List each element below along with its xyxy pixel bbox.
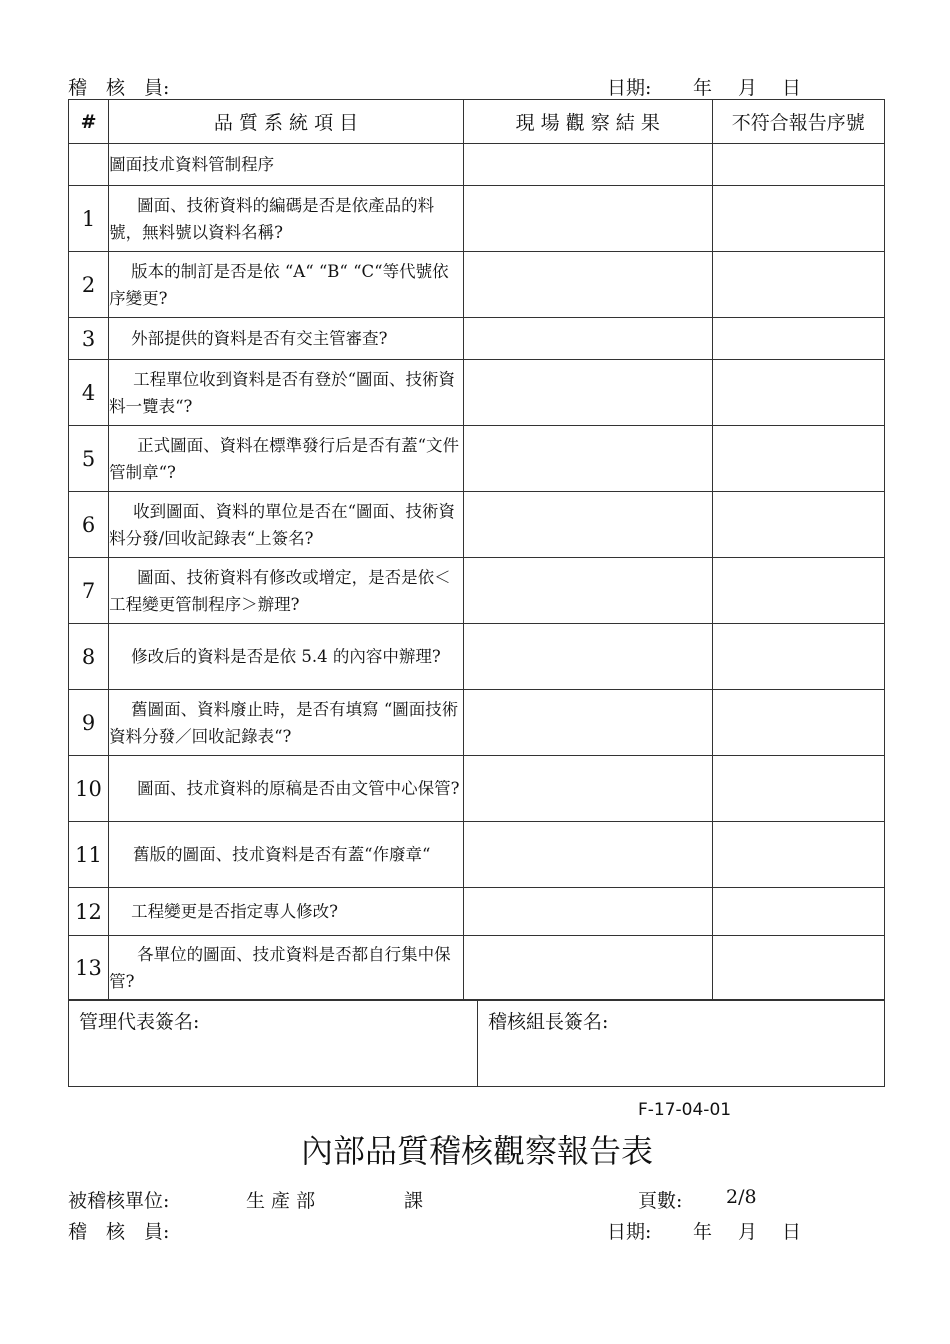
table-row bbox=[69, 756, 885, 822]
footer-auditor-label: 稽 核 員: bbox=[68, 1221, 170, 1243]
footer-date-day: 日 bbox=[782, 1221, 802, 1243]
management-rep-signature-label: 管理代表簽名: bbox=[79, 1011, 200, 1033]
form-title: 內部品質稽核觀察報告表 bbox=[300, 1132, 653, 1170]
row-number: 12 bbox=[69, 888, 109, 936]
form-code: F-17-04-01 bbox=[638, 1100, 732, 1120]
ncr-cell[interactable] bbox=[712, 822, 884, 888]
audited-unit-value: 生 產 部 bbox=[246, 1190, 316, 1212]
row-number: 2 bbox=[69, 252, 109, 318]
table-row bbox=[69, 186, 885, 252]
table-row bbox=[69, 888, 885, 936]
audit-leader-signature-box[interactable] bbox=[477, 999, 885, 1087]
table-row bbox=[69, 360, 885, 426]
observation-cell[interactable] bbox=[463, 888, 712, 936]
audit-table bbox=[68, 99, 885, 1001]
page-label: 頁數: bbox=[638, 1190, 683, 1212]
row-number: 5 bbox=[69, 426, 109, 492]
row-number: 10 bbox=[69, 756, 109, 822]
row-number: 4 bbox=[69, 360, 109, 426]
observation-cell[interactable] bbox=[463, 624, 712, 690]
footer-date-year: 年 bbox=[693, 1221, 713, 1243]
table-row bbox=[69, 492, 885, 558]
ncr-cell[interactable] bbox=[712, 690, 884, 756]
observation-cell[interactable] bbox=[463, 144, 712, 186]
section-title: 圖面技朮資料管制程序 bbox=[109, 144, 464, 186]
ncr-cell[interactable] bbox=[712, 360, 884, 426]
ncr-cell[interactable] bbox=[712, 756, 884, 822]
observation-cell[interactable] bbox=[463, 492, 712, 558]
ncr-cell[interactable] bbox=[712, 936, 884, 1001]
table-row bbox=[69, 558, 885, 624]
observation-cell[interactable] bbox=[463, 936, 712, 1001]
table-header-row bbox=[69, 100, 885, 144]
management-rep-signature-box[interactable] bbox=[68, 999, 478, 1087]
section-suffix: 課 bbox=[404, 1190, 424, 1212]
table-row bbox=[69, 690, 885, 756]
audited-unit-label: 被稽核單位: bbox=[68, 1190, 170, 1212]
table-row bbox=[69, 936, 885, 1001]
observation-cell[interactable] bbox=[463, 426, 712, 492]
header-item: 品 質 系 統 項 目 bbox=[109, 100, 464, 144]
date-month: 月 bbox=[738, 77, 758, 99]
ncr-cell[interactable] bbox=[712, 318, 884, 360]
date-label: 日期: bbox=[607, 77, 652, 99]
item-text: 外部提供的資料是否有交主管審查? bbox=[109, 318, 464, 360]
item-text: 舊圖面、資料廢止時，是否有填寫 “圖面技術資料分發／回收記錄表“? bbox=[109, 690, 464, 756]
auditor-label: 稽 核 員: bbox=[68, 77, 170, 99]
date-day: 日 bbox=[782, 77, 802, 99]
row-number: 1 bbox=[69, 186, 109, 252]
ncr-cell[interactable] bbox=[712, 492, 884, 558]
header-number: # bbox=[69, 100, 109, 144]
row-number: 13 bbox=[69, 936, 109, 1001]
item-text: 工程變更是否指定專人修改? bbox=[109, 888, 464, 936]
table-row bbox=[69, 426, 885, 492]
header-observation: 現 場 觀 察 結 果 bbox=[463, 100, 712, 144]
observation-cell[interactable] bbox=[463, 252, 712, 318]
item-text: 圖面、技術資料的編碼是否是依產品的料號，無料號以資料名稱? bbox=[109, 186, 464, 252]
item-text: 舊版的圖面、技朮資料是否有蓋“作廢章“ bbox=[109, 822, 464, 888]
item-text: 圖面、技朮資料的原稿是否由文管中心保管? bbox=[109, 756, 464, 822]
ncr-cell[interactable] bbox=[712, 144, 884, 186]
item-text: 收到圖面、資料的單位是否在“圖面、技術資料分發/回收記錄表“上簽名? bbox=[109, 492, 464, 558]
observation-cell[interactable] bbox=[463, 186, 712, 252]
ncr-cell[interactable] bbox=[712, 186, 884, 252]
observation-cell[interactable] bbox=[463, 822, 712, 888]
row-number: 7 bbox=[69, 558, 109, 624]
ncr-cell[interactable] bbox=[712, 888, 884, 936]
section-row bbox=[69, 144, 885, 186]
row-number: 6 bbox=[69, 492, 109, 558]
item-text: 版本的制訂是否是依 “A“ “B“ “C“等代號依序變更? bbox=[109, 252, 464, 318]
ncr-cell[interactable] bbox=[712, 426, 884, 492]
ncr-cell[interactable] bbox=[712, 558, 884, 624]
row-number: 8 bbox=[69, 624, 109, 690]
table-row bbox=[69, 624, 885, 690]
audit-leader-signature-label: 稽核組長簽名: bbox=[488, 1011, 609, 1033]
footer-date-month: 月 bbox=[738, 1221, 758, 1243]
item-text: 工程單位收到資料是否有登於“圖面、技術資料一覽表“? bbox=[109, 360, 464, 426]
item-text: 修改后的資料是否是依 5.4 的內容中辦理? bbox=[109, 624, 464, 690]
row-number: 11 bbox=[69, 822, 109, 888]
item-text: 圖面、技術資料有修改或增定，是否是依＜工程變更管制程序＞辦理? bbox=[109, 558, 464, 624]
page-value: 2/8 bbox=[726, 1186, 757, 1208]
row-number: 3 bbox=[69, 318, 109, 360]
date-year: 年 bbox=[693, 77, 713, 99]
table-row bbox=[69, 252, 885, 318]
observation-cell[interactable] bbox=[463, 318, 712, 360]
header-ncr-number: 不符合報告序號 bbox=[712, 100, 884, 144]
item-text: 各單位的圖面、技朮資料是否都自行集中保管? bbox=[109, 936, 464, 1001]
item-text: 正式圖面、資料在標準發行后是否有蓋“文件管制章“? bbox=[109, 426, 464, 492]
table-row bbox=[69, 822, 885, 888]
table-row bbox=[69, 318, 885, 360]
footer-date-label: 日期: bbox=[607, 1221, 652, 1243]
observation-cell[interactable] bbox=[463, 558, 712, 624]
observation-cell[interactable] bbox=[463, 690, 712, 756]
observation-cell[interactable] bbox=[463, 360, 712, 426]
ncr-cell[interactable] bbox=[712, 624, 884, 690]
row-number: 9 bbox=[69, 690, 109, 756]
observation-cell[interactable] bbox=[463, 756, 712, 822]
ncr-cell[interactable] bbox=[712, 252, 884, 318]
